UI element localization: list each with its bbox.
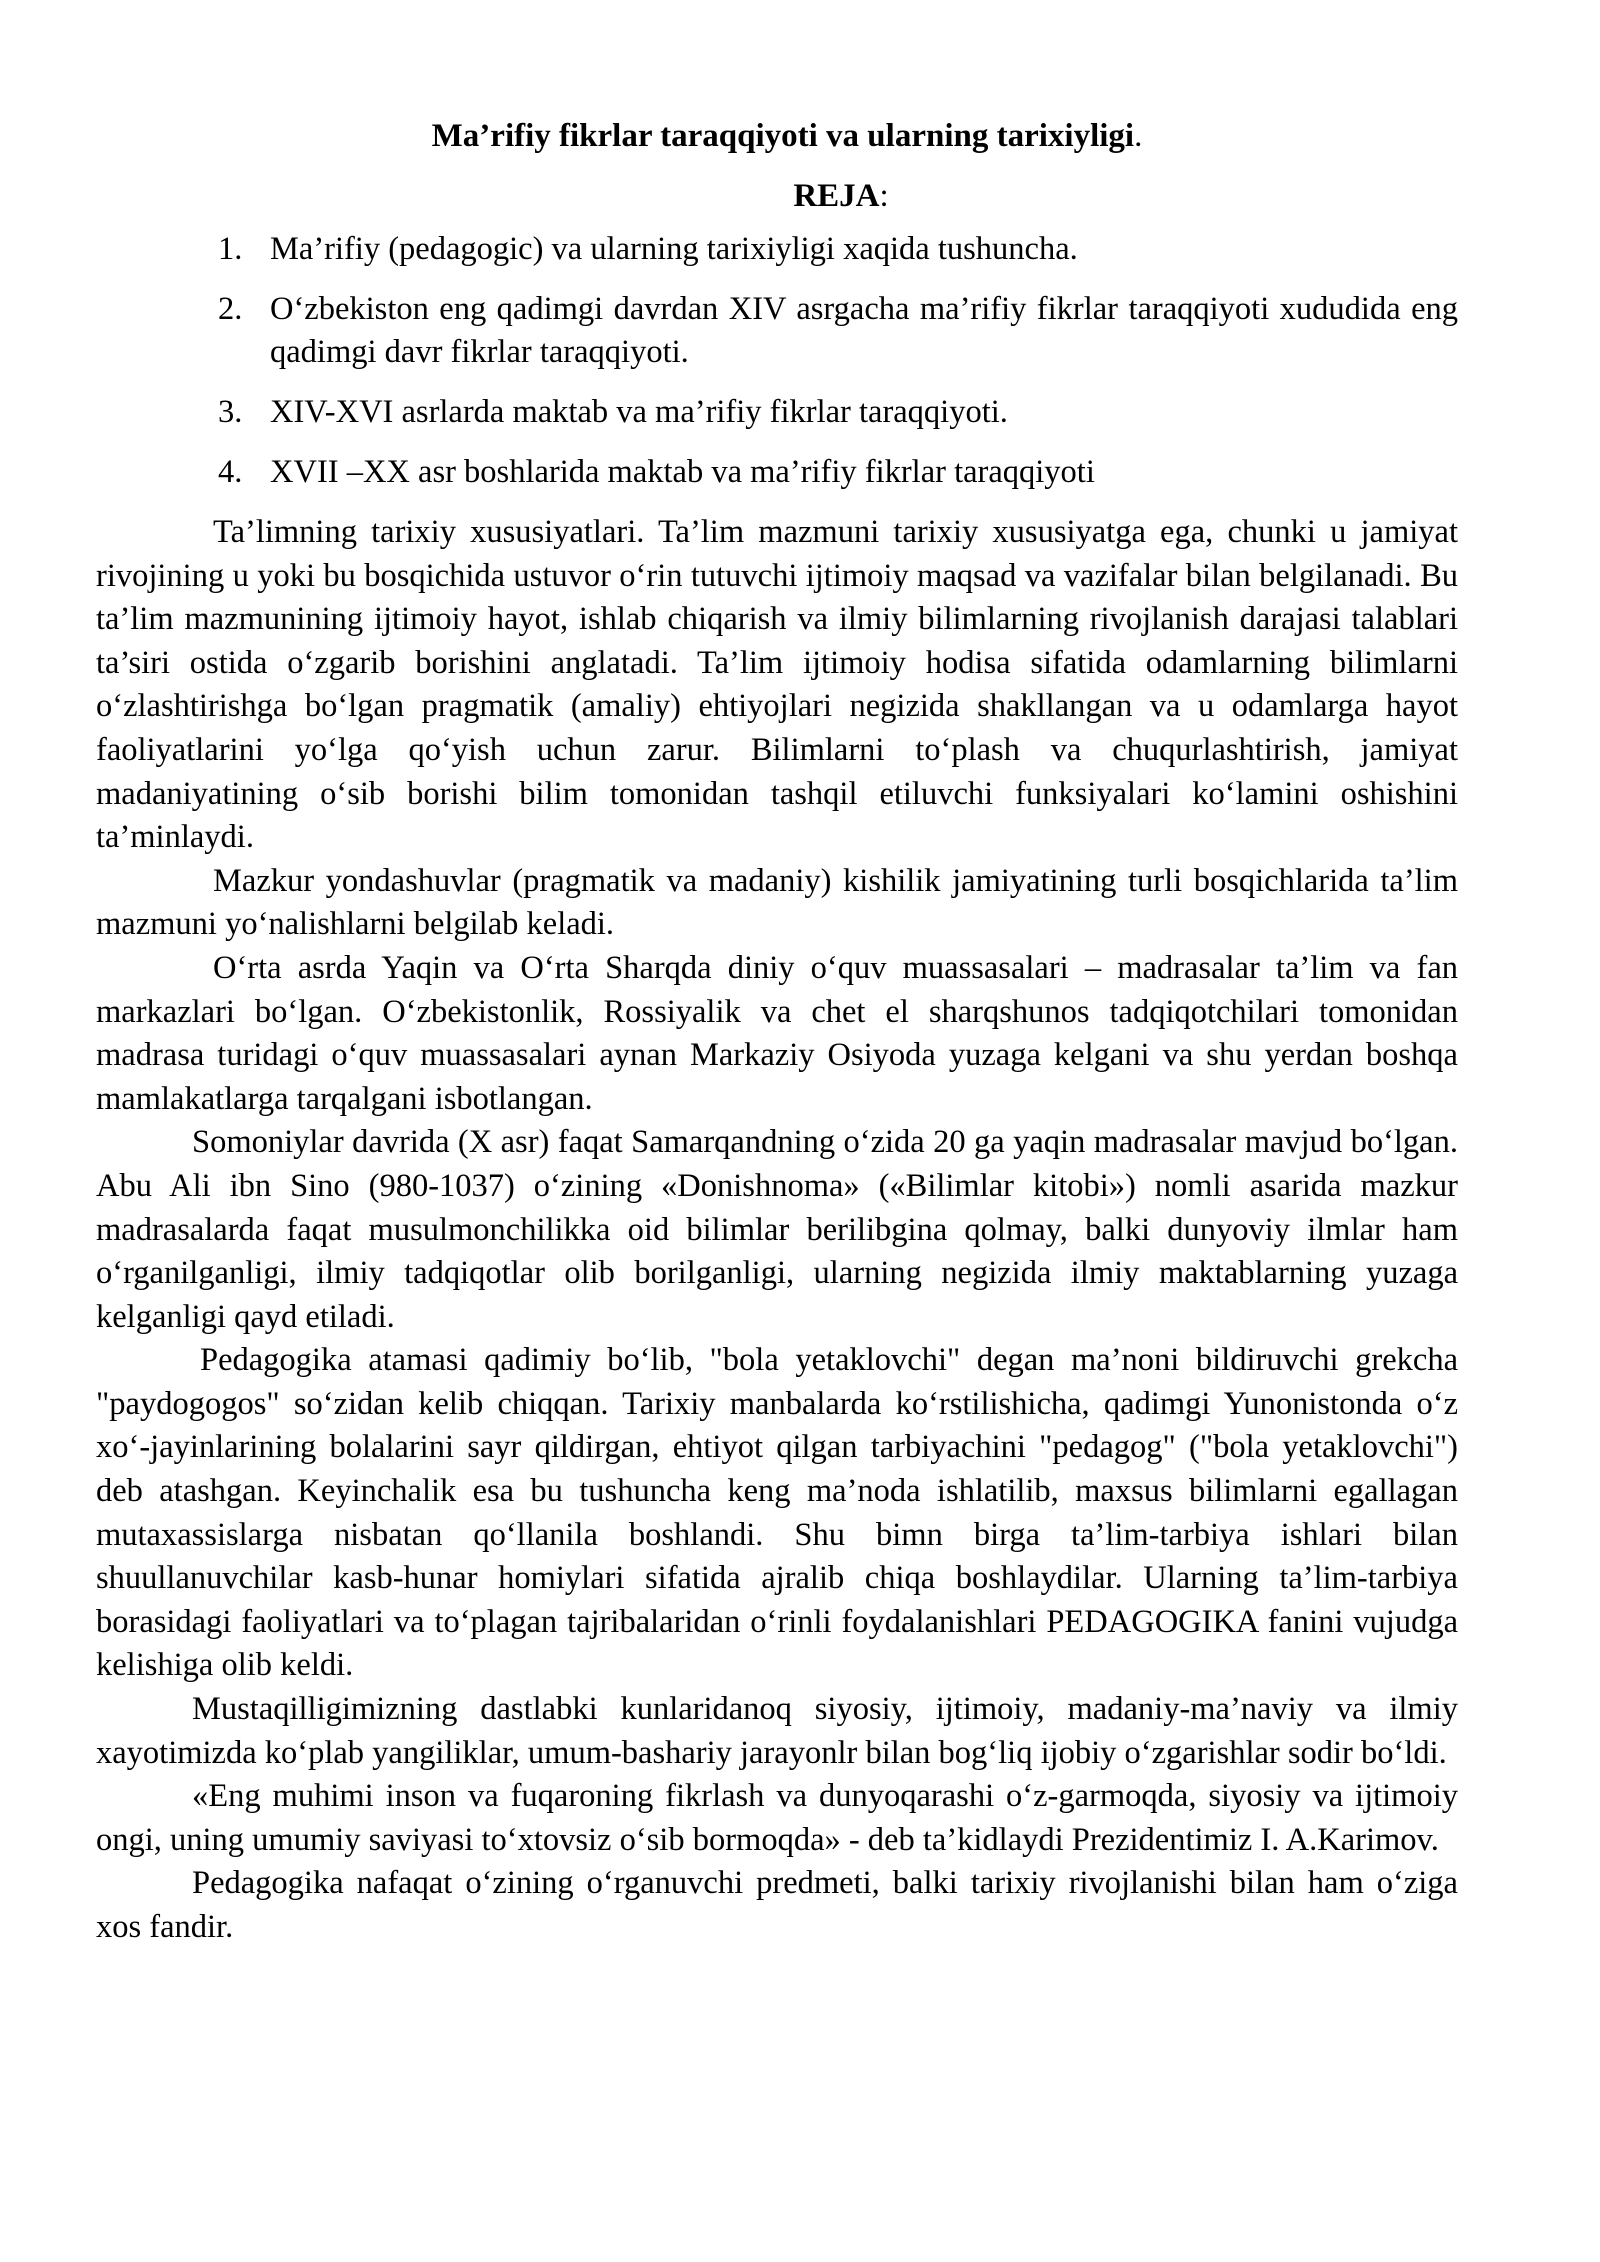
plan-list: [96, 228, 1458, 494]
plan-item: [96, 288, 1458, 374]
body-paragraph: Mazkur yondashuvlar (pragmatik va madaniy) kishilik jamiyatining turli bosqichlarida ta’lim mazmuni yo‘nalishlarni belgilab keladi.: [96, 862, 1458, 943]
document-title-period: .: [1134, 118, 1143, 154]
body-paragraph: Pedagogika nafaqat o‘zining o‘rganuvchi predmeti, balki tarixiy rivojlanishi bilan ham o‘ziga xos fandir.: [96, 1865, 1458, 1945]
plan-heading: [96, 170, 1458, 222]
plan-item-text: Ma’rifiy (pedagogic) va ularning tarixiyligi xaqida tushuncha.: [270, 231, 1078, 267]
plan-item-text: XVII –XX asr boshlarida maktab va ma’rifiy fikrlar taraqqiyoti: [270, 454, 1095, 490]
document-title-text: Ma’rifiy fikrlar taraqqiyoti va ularning tarixiyligi: [431, 118, 1135, 154]
document-page: [96, 110, 1458, 1950]
plan-heading-text: REJA: [793, 178, 880, 214]
plan-item-number: 4.: [218, 454, 243, 490]
plan-item-text: O‘zbekiston eng qadimgi davrdan XIV asrgacha ma’rifiy fikrlar taraqqiyoti xududida eng qadimgi davr fikrlar taraqqiyoti.: [270, 291, 1458, 370]
body-paragraph: Pedagogika atamasi qadimiy bo‘lib, "bola yetaklovchi" degan ma’noni bildiruvchi grekcha "paydogogos" so‘zidan kelib chiqqan. Tarixiy manbalarda ko‘rstilishicha, qadimgi Yunonistonda o‘z xo‘-jayinlarining bolalarini sayr qildirgan, ehtiyot qilgan tarbiyachini "pedagog" ("bola yetaklovchi") deb atashgan. Keyinchalik esa bu tushuncha keng ma’noda ishlatilib, maxsus bilimlarni egallagan mutaxassislarga nisbatan qo‘llanila boshlandi. Shu bimn birga ta’lim-tarbiya ishlari bilan shuullanuvchilar kasb-hunar homiylari sifatida ajralib chiqa boshlaydilar. Ularning ta’lim-tarbiya borasidagi faoliyatlari va to‘plagan tajribalaridan o‘rinli foydalanishlari PEDAGOGIKA fanini vujudga kelishiga olib keldi.: [96, 1342, 1458, 1684]
body-paragraph: «Eng muhimi inson va fuqaroning fikrlash va dunyoqarashi o‘z-garmoqda, siyosiy va ijtimoiy ongi, uning umumiy saviyasi to‘xtovsiz o‘sib bormoqda» - deb ta’kidlaydi Prezidentimiz I. A.Karimov.: [96, 1778, 1458, 1858]
plan-item: [96, 451, 1458, 494]
body-paragraph: Ta’limning tarixiy xususiyatlari. Ta’lim mazmuni tarixiy xususiyatga ega, chunki u jamiyat rivojining u yoki bu bosqichida ustuvor o‘rin tutuvchi ijtimoiy maqsad va vazifalar bilan belgilanadi. Bu ta’lim mazmunining ijtimoiy hayot, ishlab chiqarish va ilmiy bilimlarning rivojlanish darajasi talablari ta’siri ostida o‘zgarib borishini anglatadi. Ta’lim ijtimoiy hodisa sifatida odamlarning bilimlarni o‘zlashtirishga bo‘lgan pragmatik (amaliy) ehtiyojlari negizida shakllangan va u odamlarga hayot faoliyatlarini yo‘lga qo‘yish uchun zarur. Bilimlarni to‘plash va chuqurlashtirish, jamiyat madaniyatining o‘sib borishi bilim tomonidan tashqil etiluvchi funksiyalari ko‘lamini oshishini ta’minlaydi.: [96, 514, 1458, 856]
plan-item-number: 2.: [218, 291, 243, 327]
document-title: [96, 110, 1458, 162]
plan-item: [96, 391, 1458, 434]
body-paragraph: Mustaqilligimizning dastlabki kunlaridanoq siyosiy, ijtimoiy, madaniy-ma’naviy va ilmiy xayotimizda ko‘plab yangiliklar, umum-bashariy jarayonlr bilan bog‘liq ijobiy o‘zgarishlar sodir bo‘ldi.: [96, 1691, 1458, 1771]
plan-item-text: XIV-XVI asrlarda maktab va ma’rifiy fikrlar taraqqiyoti.: [270, 394, 1008, 430]
plan-item-number: 3.: [218, 394, 243, 430]
body-paragraph: Somoniylar davrida (X asr) faqat Samarqandning o‘zida 20 ga yaqin madrasalar mavjud bo‘lgan. Abu Ali ibn Sino (980-1037) o‘zining «Donishnoma» («Bilimlar kitobi») nomli asarida mazkur madrasalarda faqat musulmonchilikka oid bilimlar berilibgina qolmay, balki dunyoviy ilmlar ham o‘rganilganligi, ilmiy tadqiqotlar olib borilganligi, ularning negizida ilmiy maktablarning yuzaga kelganligi qayd etiladi.: [96, 1124, 1458, 1335]
plan-heading-colon: :: [879, 178, 889, 214]
plan-item-number: 1.: [218, 231, 243, 267]
plan-item: [96, 228, 1458, 271]
body-paragraph: O‘rta asrda Yaqin va O‘rta Sharqda diniy o‘quv muassasalari – madrasalar ta’lim va fan markazlari bo‘lgan. O‘zbekistonlik, Rossiyalik va chet el sharqshunos tadqiqotchilari tomonidan madrasa turidagi o‘quv muassasalari aynan Markaziy Osiyoda yuzaga kelgani va shu yerdan boshqa mamlakatlarga tarqalgani isbotlangan.: [96, 949, 1458, 1117]
